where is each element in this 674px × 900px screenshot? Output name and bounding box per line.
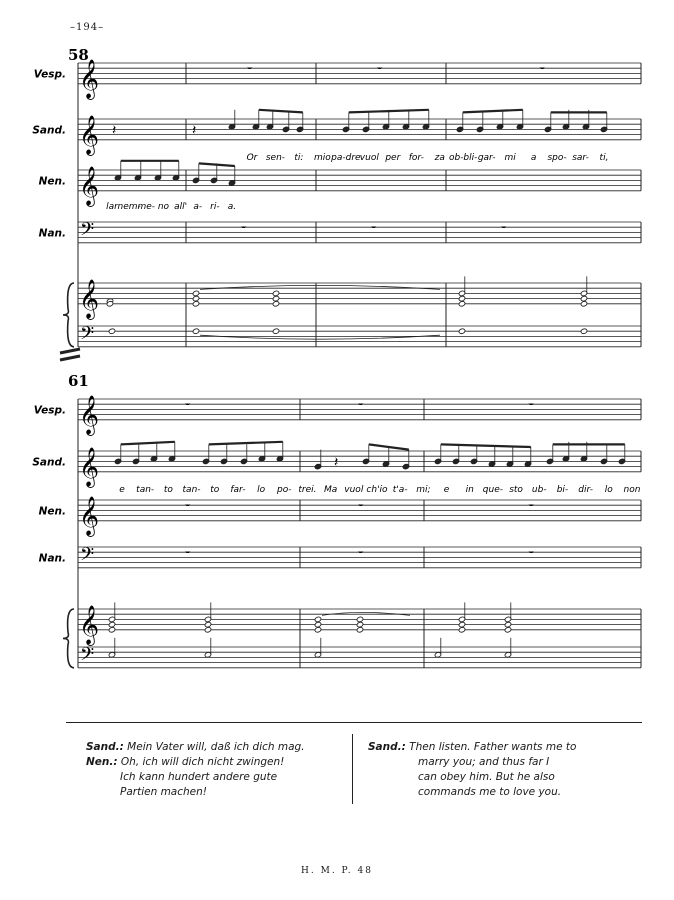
lyric-sand: a — [530, 152, 537, 163]
lyric-sand: que- — [482, 484, 504, 495]
quarter-rest-icon: 𝄽 — [334, 454, 339, 471]
treble-clef-icon: 𝄞 — [79, 446, 100, 487]
whole-rest-icon: 𝄻 — [358, 500, 364, 517]
lyric-sand: non — [623, 484, 641, 495]
tie-curve — [200, 285, 440, 289]
bass-clef-icon: 𝄢 — [80, 644, 95, 670]
piano-chord — [314, 616, 321, 622]
lyric-sand: bi- — [556, 484, 569, 495]
treble-clef-icon: 𝄞 — [79, 58, 100, 99]
lyric-sand: to — [210, 484, 220, 495]
whole-rest-icon: 𝄻 — [247, 63, 253, 80]
staff-label-vesp: Vesp. — [33, 68, 66, 81]
translation-divider — [352, 734, 353, 804]
piano-chord — [272, 301, 279, 307]
staff-label-nen: Nen. — [38, 505, 66, 518]
system-separator — [60, 349, 80, 353]
staff-label-nan: Nan. — [38, 227, 66, 240]
whole-rest-icon: 𝄻 — [185, 399, 191, 416]
lyric-sand: vuol — [344, 484, 364, 495]
lyric-nen: ri- — [210, 201, 220, 212]
piano-brace-icon — [63, 609, 74, 668]
lyric-sand: to — [163, 484, 173, 495]
translation-right-line4: commands me to love you. — [418, 786, 562, 798]
lyric-sand: gar- — [477, 152, 496, 163]
whole-rest-icon: 𝄻 — [377, 63, 383, 80]
piano-bass-note — [580, 328, 587, 334]
staff-label-vesp: Vesp. — [33, 404, 66, 417]
translation-right-line2: marry you; and thus far I — [418, 756, 550, 768]
piano-chord — [458, 295, 465, 301]
lyric-sand: tan- — [136, 484, 155, 495]
piano-chord — [504, 621, 511, 627]
lyric-sand: ob-bli- — [448, 152, 478, 163]
whole-rest-icon: 𝄻 — [528, 399, 534, 416]
lyric-sand: ti, — [599, 152, 609, 163]
whole-rest-icon: 𝄻 — [358, 547, 364, 564]
staff-label-nen: Nen. — [38, 175, 66, 188]
lyric-sand: per — [385, 152, 401, 163]
page-number: –194– — [70, 22, 105, 33]
translation-left-line1: Sand.: Mein Vater will, daß ich dich mag. — [86, 741, 305, 753]
bass-clef-icon: 𝄢 — [80, 219, 95, 245]
lyric-sand: spo- — [547, 152, 567, 163]
lyric-sand: ti: — [294, 152, 304, 163]
piano-chord — [192, 290, 199, 296]
lyric-sand: in — [465, 484, 474, 495]
lyric-sand: ub- — [531, 484, 547, 495]
treble-clef-icon: 𝄞 — [79, 165, 100, 206]
lyric-sand: e — [119, 484, 125, 495]
lyric-sand: mio — [314, 152, 331, 163]
measure-number: 61 — [68, 372, 89, 390]
lyric-nen: all' — [174, 201, 188, 212]
piano-chord — [192, 295, 199, 301]
whole-rest-icon: 𝄻 — [185, 500, 191, 517]
note-beam — [349, 110, 429, 113]
piano-chord — [108, 627, 115, 633]
lyric-sand: tan- — [182, 484, 201, 495]
lyric-sand: lo — [604, 484, 613, 495]
piano-chord — [356, 627, 363, 633]
lyric-sand: e — [443, 484, 450, 495]
translation-right — [368, 740, 638, 800]
system-separator — [60, 356, 80, 360]
translation-right-line1: Sand.: Then listen. Father wants me to — [368, 741, 577, 753]
lyric-nen: no — [157, 201, 170, 212]
staff-label-sand: Sand. — [32, 456, 66, 469]
piano-brace-icon — [63, 283, 74, 347]
piano-chord — [314, 621, 321, 627]
lyric-sand: po- — [277, 484, 292, 495]
lyric-sand: for- — [408, 152, 424, 163]
staff-label-sand: Sand. — [32, 124, 66, 137]
note-beam — [441, 444, 531, 447]
lyric-sand: lo — [257, 484, 266, 495]
lyric-sand: mi — [504, 152, 516, 163]
translation-left-line3: Ich kann hundert andere gute — [120, 771, 278, 783]
piano-chord — [192, 301, 199, 307]
piano-chord — [314, 627, 321, 633]
bass-clef-icon: 𝄢 — [80, 323, 95, 349]
treble-clef-icon: 𝄞 — [79, 604, 100, 645]
lyric-sand: pa-dre — [331, 152, 361, 163]
translation-left-line4: Partien machen! — [120, 786, 207, 798]
lyric-sand: ch'io — [366, 484, 388, 495]
piano-chord — [458, 627, 465, 633]
lyric-nen: a- — [193, 201, 203, 212]
lyric-sand: za — [434, 152, 445, 163]
whole-rest-icon: 𝄻 — [371, 222, 377, 239]
translation-rule — [66, 722, 642, 723]
piano-bass-note — [192, 328, 199, 334]
note-beam — [209, 442, 283, 445]
lyric-nen: me- — [137, 201, 156, 212]
piano-bass-note — [108, 328, 115, 334]
publisher-footer: H. M. P. 48 — [301, 866, 373, 876]
piano-bass-note — [272, 328, 279, 334]
translation-right-line3: can obey him. But he also — [418, 771, 555, 783]
translation-left — [86, 740, 346, 800]
piano-chord — [204, 627, 211, 633]
lyric-sand: sar- — [572, 152, 589, 163]
note-beam — [259, 110, 303, 113]
treble-clef-icon: 𝄞 — [79, 114, 100, 155]
note-beam — [463, 110, 523, 113]
staff-label-nan: Nan. — [38, 552, 66, 565]
whole-rest-icon: 𝄻 — [539, 63, 545, 80]
tie-curve — [200, 335, 440, 339]
lyric-nen: a. — [227, 201, 237, 212]
lyric-sand: mi; — [416, 484, 431, 495]
lyric-sand: Or — [246, 152, 258, 163]
treble-clef-icon: 𝄞 — [79, 278, 100, 319]
note-beam — [199, 163, 235, 166]
lyric-nen: nem- — [117, 201, 141, 212]
lyric-sand: dir- — [578, 484, 593, 495]
piano-chord — [108, 621, 115, 627]
piano-bass-note — [458, 328, 465, 334]
whole-rest-icon: 𝄻 — [528, 500, 534, 517]
lyric-sand: vuol — [359, 152, 379, 163]
piano-chord — [580, 301, 587, 307]
translation-left-line2: Nen.: Oh, ich will dich nicht zwingen! — [86, 756, 285, 768]
piano-chord — [458, 621, 465, 627]
lyric-sand: sto — [509, 484, 523, 495]
whole-rest-icon: 𝄻 — [358, 399, 364, 416]
lyric-nen: lar — [106, 201, 118, 212]
piano-chord — [458, 301, 465, 307]
translation-box — [66, 722, 642, 804]
piano-chord — [356, 616, 363, 622]
lyric-sand: far- — [230, 484, 246, 495]
piano-chord — [272, 295, 279, 301]
treble-clef-icon: 𝄞 — [79, 495, 100, 536]
bass-clef-icon: 𝄢 — [80, 544, 95, 570]
piano-chord — [204, 621, 211, 627]
whole-rest-icon: 𝄻 — [501, 222, 507, 239]
lyric-sand: t'a- — [392, 484, 408, 495]
quarter-rest-icon: 𝄽 — [192, 122, 197, 139]
lyric-sand: sen- — [265, 152, 286, 163]
whole-rest-icon: 𝄻 — [185, 547, 191, 564]
quarter-rest-icon: 𝄽 — [112, 122, 117, 139]
piano-chord — [580, 295, 587, 301]
piano-chord — [272, 290, 279, 296]
measure-number: 58 — [68, 46, 89, 64]
piano-chord — [504, 627, 511, 633]
whole-rest-icon: 𝄻 — [241, 222, 247, 239]
whole-rest-icon: 𝄻 — [528, 547, 534, 564]
lyric-sand: trei. — [298, 484, 317, 495]
note-beam — [121, 442, 175, 445]
treble-clef-icon: 𝄞 — [79, 394, 100, 435]
lyric-sand: Ma — [323, 484, 338, 495]
piano-chord — [356, 621, 363, 627]
